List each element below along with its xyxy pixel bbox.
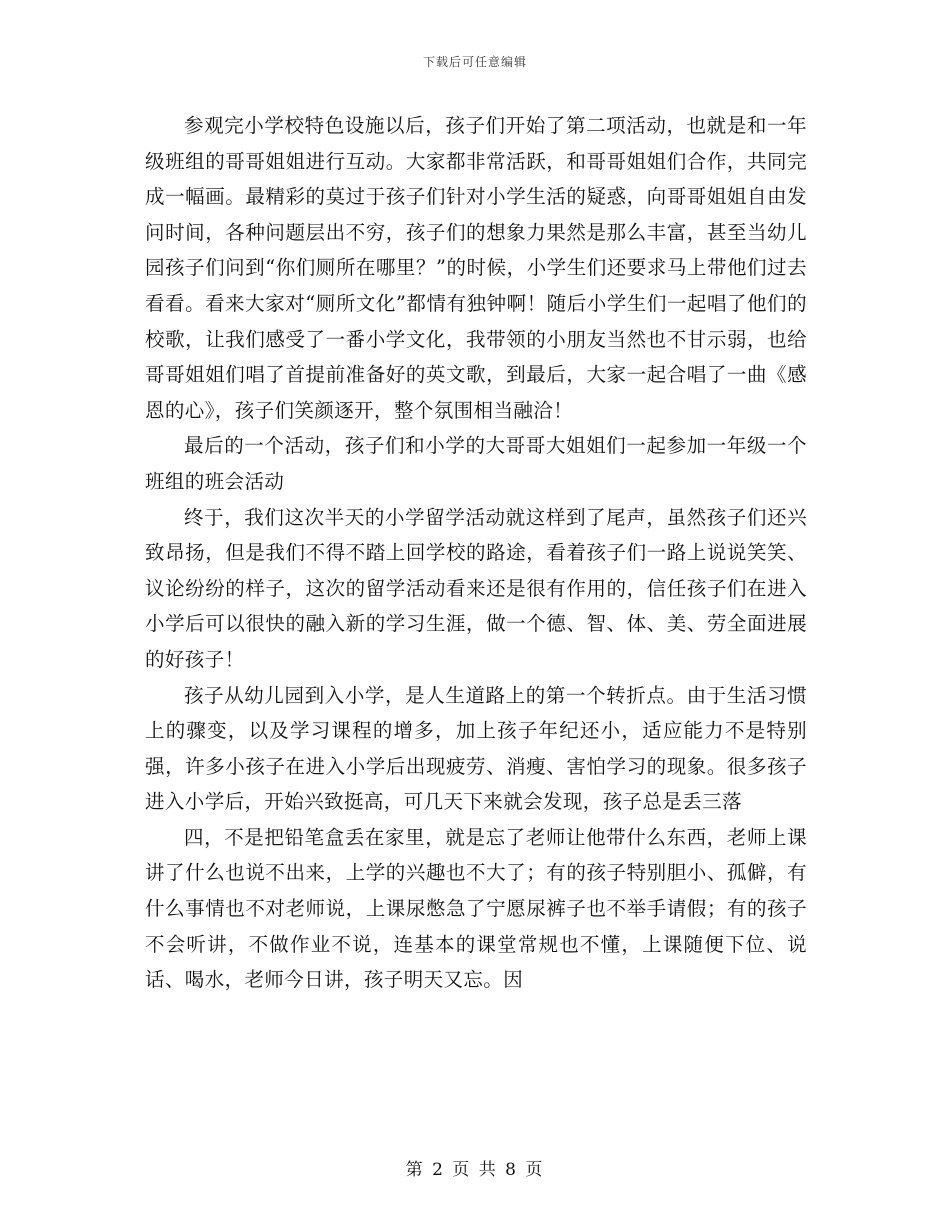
paragraph-turning-point: 孩子从幼儿园到入小学，是人生道路上的第一个转折点。由于生活习惯上的骤变，以及学习课程的增多，加上孩子年纪还小，适应能力不是特别强，许多小孩子在进入小学后出现疲劳、消瘦、害怕学习的现象。很多孩子进入小学后，开始兴致挺高，可几天下来就会发现，孩子总是丢三落 bbox=[145, 683, 807, 814]
document-body bbox=[145, 108, 807, 998]
paragraph-ending: 终于，我们这次半天的小学留学活动就这样到了尾声，虽然孩子们还兴致昂扬，但是我们不得不踏上回学校的路途，看着孩子们一路上说说笑笑、议论纷纷的样子，这次的留学活动看来还是很有作用的，信任孩子们在进入小学后可以很快的融入新的学习生涯，做一个德、智、体、美、劳全面进展的好孩子！ bbox=[145, 505, 807, 671]
paragraph-activity-two: 参观完小学校特色设施以后，孩子们开始了第二项活动，也就是和一年级班组的哥哥姐姐进行互动。大家都非常活跃，和哥哥姐姐们合作，共同完成一幅画。最精彩的莫过于孩子们针对小学生活的疑惑，向哥哥姐姐自由发问时间，各种问题层出不穷，孩子们的想象力果然是那么丰富，甚至当幼儿园孩子们问到“你们厕所在哪里？”的时候，小学生们还要求马上带他们过去看看。看来大家对“厕所文化”都情有独钟啊！随后小学生们一起唱了他们的校歌，让我们感受了一番小学文化，我带领的小朋友当然也不甘示弱，也给哥哥姐姐们唱了首提前准备好的英文歌，到最后，大家一起合唱了一曲《感恩的心》，孩子们笑颜逐开，整个氛围相当融洽！ bbox=[145, 114, 807, 422]
page-footer: 第 2 页 共 8 页 bbox=[405, 1160, 545, 1180]
page-header: 下载后可任意编辑 bbox=[422, 55, 527, 69]
paragraph-last-activity: 最后的一个活动，孩子们和小学的大哥哥大姐姐们一起参加一年级一个班组的班会活动 bbox=[145, 434, 807, 493]
paragraph-problems: 四，不是把铅笔盒丢在家里，就是忘了老师让他带什么东西，老师上课讲了什么也说不出来，上学的兴趣也不大了；有的孩子特别胆小、孤僻，有什么事情也不对老师说，上课尿憋急了宁愿尿裤子也不举手请假；有的孩子不会听讲，不做作业不说，连基本的课堂常规也不懂，上课随便下位、说话、喝水，老师今日讲，孩子明天又忘。因 bbox=[145, 825, 807, 992]
